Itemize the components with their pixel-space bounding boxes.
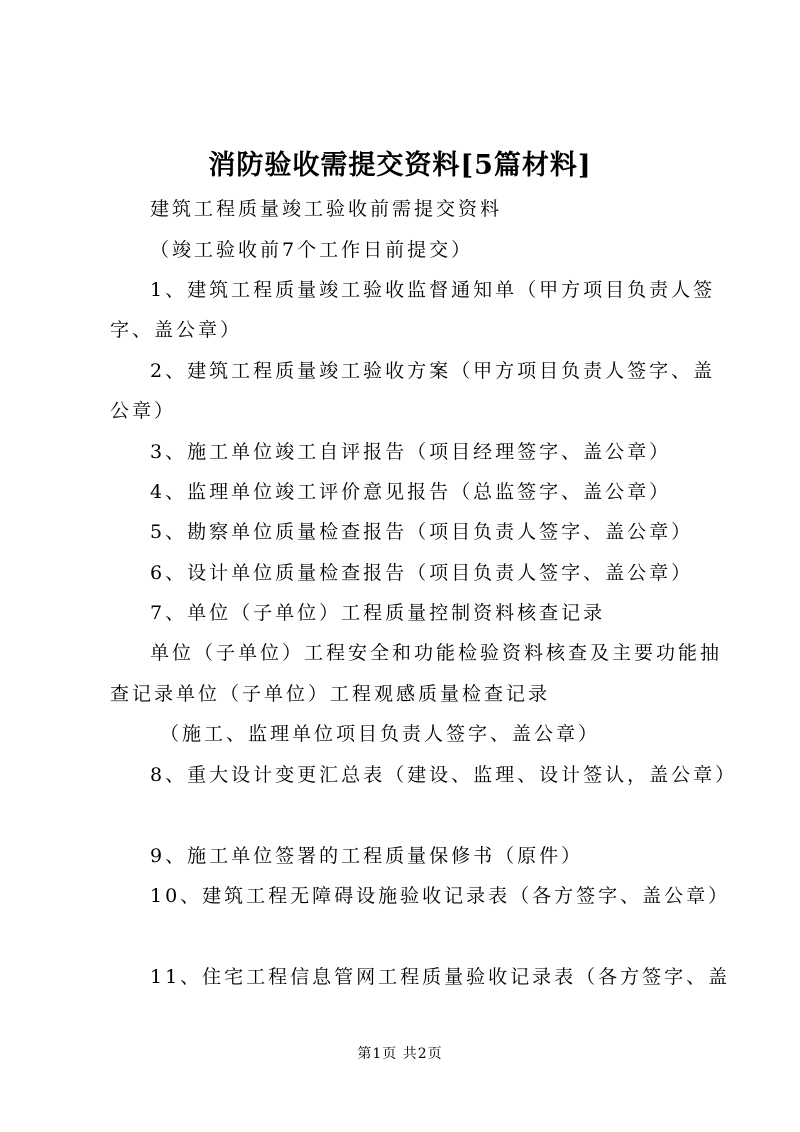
- text-line: 2、建筑工程质量竣工验收方案（甲方项目负责人签字、盖: [150, 360, 716, 382]
- text-line: 10、建筑工程无障碍设施验收记录表（各方签字、盖公章）: [150, 885, 731, 907]
- text-line: （施工、监理单位项目负责人签字、盖公章）: [160, 723, 601, 745]
- page-footer: 第1页 共2页: [357, 1046, 443, 1062]
- text-line: 4、监理单位竣工评价意见报告（总监签字、盖公章）: [150, 481, 672, 503]
- text-line: 单位（子单位）工程安全和功能检验资料核查及主要功能抽: [150, 642, 723, 664]
- text-line: 8、重大设计变更汇总表（建设、监理、设计签认，盖公章）: [150, 764, 738, 786]
- text-line: 6、设计单位质量检查报告（项目负责人签字、盖公章）: [150, 562, 694, 584]
- text-line: 建筑工程质量竣工验收前需提交资料: [150, 198, 503, 220]
- text-line: （竣工验收前7个工作日前提交）: [150, 239, 474, 261]
- text-line: 1、建筑工程质量竣工验收监督通知单（甲方项目负责人签: [150, 279, 716, 301]
- text-line: 7、单位（子单位）工程质量控制资料核查记录: [150, 602, 606, 624]
- document-title: 消防验收需提交资料[5篇材料]: [208, 150, 592, 181]
- text-line: 公章）: [110, 400, 177, 422]
- text-line: 字、盖公章）: [110, 319, 243, 341]
- text-line: 3、施工单位竣工自评报告（项目经理签字、盖公章）: [150, 441, 672, 463]
- text-line: 11、住宅工程信息管网工程质量验收记录表（各方签字、盖: [150, 966, 731, 988]
- text-line: 查记录单位（子单位）工程观感质量检查记录: [110, 683, 551, 705]
- text-line: 9、施工单位签署的工程质量保修书（原件）: [150, 845, 584, 867]
- text-line: 5、勘察单位质量检查报告（项目负责人签字、盖公章）: [150, 521, 694, 543]
